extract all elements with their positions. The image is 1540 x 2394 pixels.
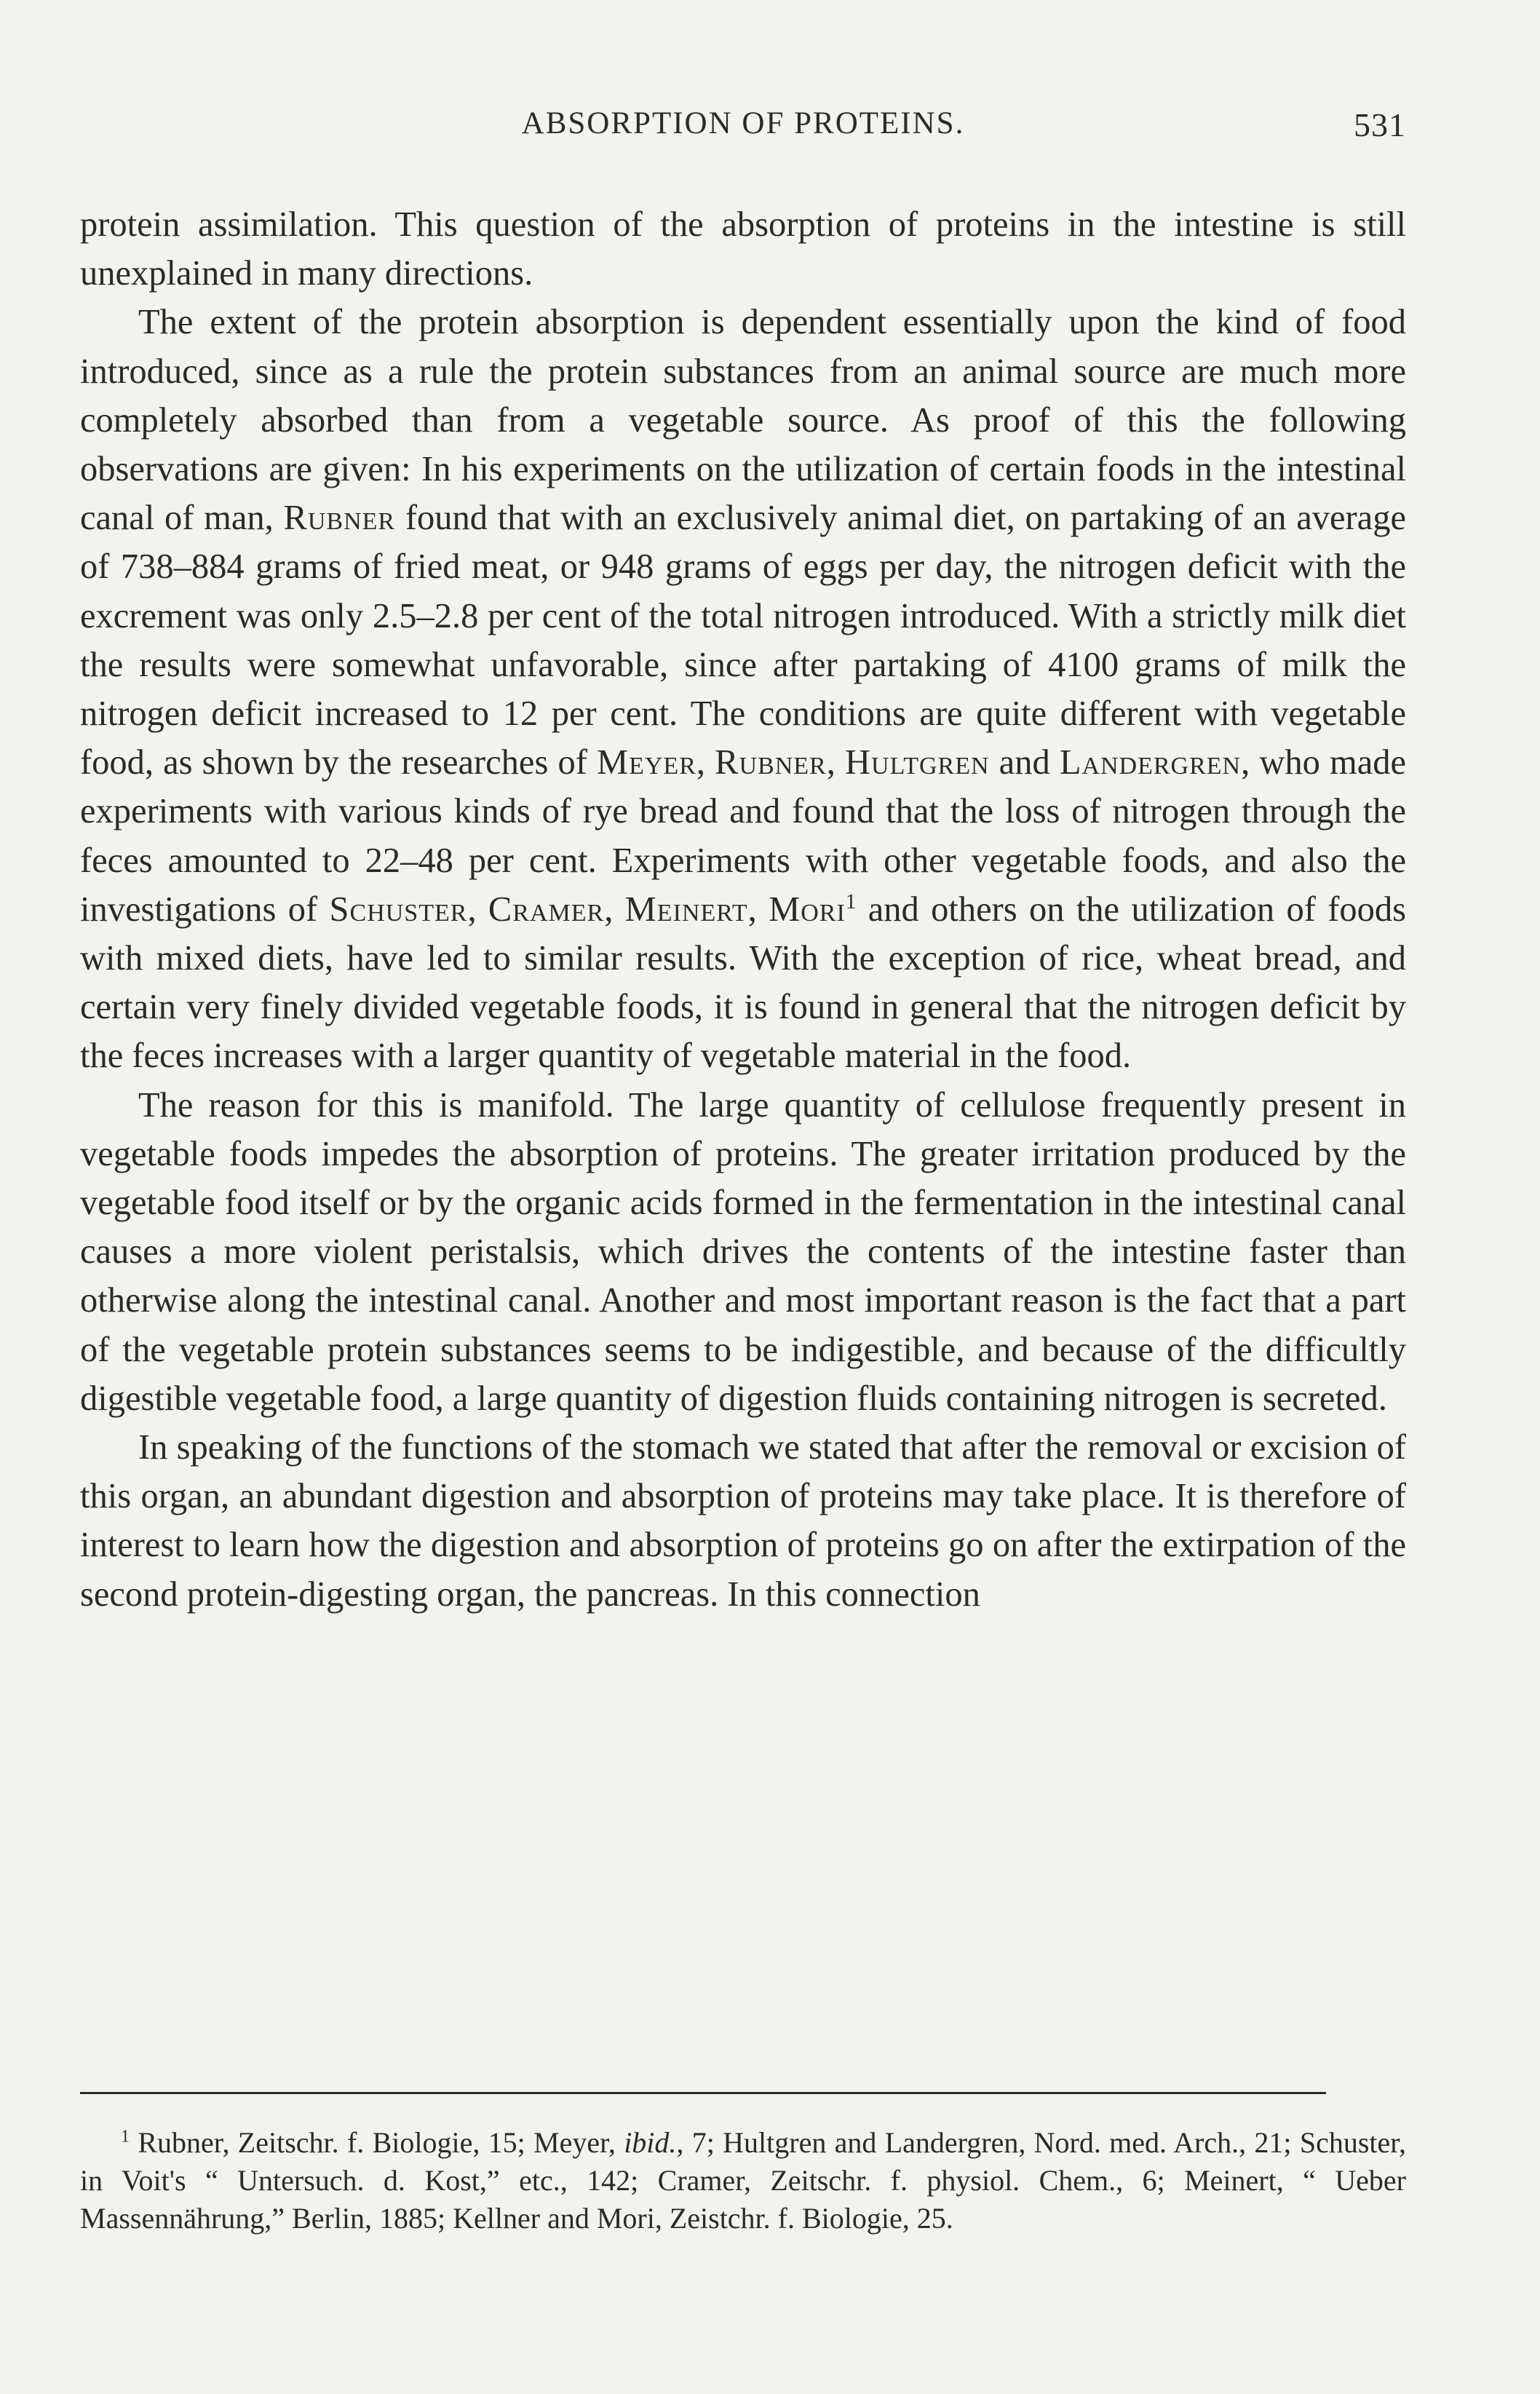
text-run: , who made experiments with various kinds of rye bread and found that the loss of nitrogen through the feces amounted to 22–48 per cent. Experiments with other vegetable foods, and also the investigations of (80, 743, 1407, 929)
footnote-mark: 1 (121, 2127, 130, 2147)
paragraph-2 (80, 298, 1406, 1080)
text-run: and (989, 743, 1060, 782)
book-page (80, 0, 1406, 2394)
author-name: Meyer (596, 743, 696, 782)
text-run: , (747, 889, 769, 929)
footnote-text: Rubner, Zeitschr. f. Biologie, 15; Meyer, (130, 2126, 624, 2159)
author-name: Schuster (329, 889, 468, 929)
author-name: Cramer (488, 889, 605, 929)
footnote (80, 2124, 1406, 2238)
footnote-reference: 1 (845, 889, 857, 913)
author-name: Rubner (283, 499, 396, 538)
author-name: Meinert (624, 889, 748, 929)
text-run: , (826, 743, 845, 782)
text-run: found that with an exclusively animal diet, on partaking of an average of 738–884 grams of fried meat, or 948 grams of eggs per day, the nitrogen deficit with the excrement was only 2.5–2.8 per cent of the total nitrogen introduced. With a strictly milk diet the results were somewhat unfavorable, since after partaking of 4100 grams of milk the nitrogen deficit increased to 12 per cent. The conditions are quite different with vegetable food, as shown by the researches of (80, 499, 1406, 782)
paragraph-1: protein assimilation. This question of the absorption of proteins in the intestine is still unexplained in many directions. (80, 205, 1406, 293)
text-run: , (604, 889, 625, 929)
author-name: Hultgren (844, 743, 990, 782)
footnote-italic: ibid. (624, 2126, 677, 2159)
author-name: Mori (769, 889, 846, 929)
author-name: Landergren (1059, 743, 1242, 782)
footnote-divider (80, 2092, 1326, 2094)
footnote-text: , 7; Hultgren and Landergren, Nord. med. Arch., 21; Schuster, in Voit's “ Untersuch. d. Kost,” etc., 142; Cramer, Zeitschr. f. physiol. Chem., 6; Meinert, “ Ueber Massennährung,” Berlin, 1885; Kellner and Mori, Zeistchr. f. Biologie, 25. (80, 2126, 1406, 2235)
text-run: and others on the utilization of foods with mixed diets, have led to similar results. With the exception of rice, wheat bread, and certain very finely divided vegetable foods, it is found in general that the nitrogen deficit by the feces increases with a larger quantity of vegetable material in the food. (80, 889, 1406, 1076)
running-title: ABSORPTION OF PROTEINS. (521, 106, 965, 140)
body-text (80, 200, 1406, 1619)
text-run: The extent of the protein absorption is dependent essentially upon the kind of food introduced, since as a rule the protein substances from an animal source are much more completely absorbed than from a vegetable source. As proof of this the following observations are given: In his experiments on the utilization of certain foods in the intestinal canal of man, (80, 303, 1406, 538)
running-head (80, 106, 1406, 149)
paragraph-4: In speaking of the functions of the stomach we stated that after the removal or excision of this organ, an abundant digestion and absorption of proteins may take place. It is therefore of interest to learn how the digestion and absorption of proteins go on after the extirpation of the second protein-digesting organ, the pancreas. In this connection (80, 1428, 1406, 1614)
page-number: 531 (1354, 106, 1406, 143)
paragraph-3: The reason for this is manifold. The large quantity of cellulose frequently present in vegetable foods impedes the absorption of proteins. The greater irritation produced by the vegetable food itself or by the organic acids formed in the fermentation in the intestinal canal causes a more violent peristalsis, which drives the contents of the intestine faster than otherwise along the intestinal canal. Another and most important reason is the fact that a part of the vegetable protein substances seems to be indigestible, and because of the difficultly digestible vegetable food, a large quantity of digestion fluids containing nitrogen is secreted. (80, 1085, 1406, 1418)
text-run: , (696, 743, 715, 782)
author-name: Rubner (715, 743, 827, 782)
text-run: , (467, 889, 488, 929)
